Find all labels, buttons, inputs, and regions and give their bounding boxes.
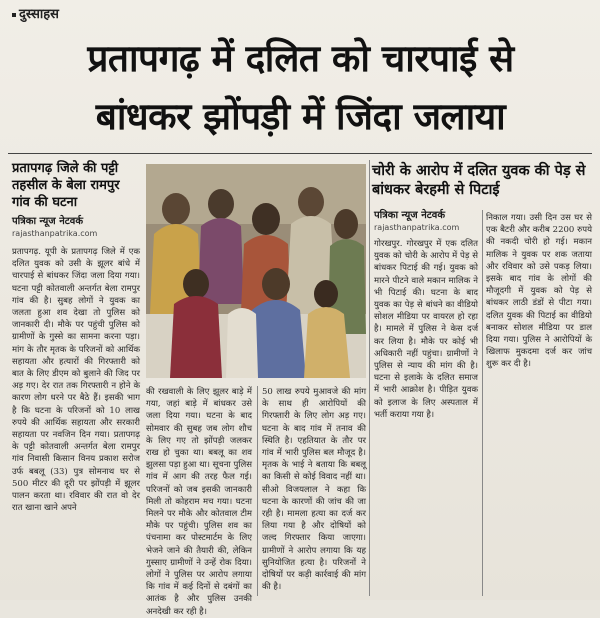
news-photo-illustration: [146, 164, 366, 378]
story2-column-1: गोरखपुर. गोरखपुर में एक दलित युवक को चोरी के आरोप में पेड़ से बांधकर पिटाई की गई। युवक को मारने पीटने वाले मकान मालिक ने भी पिटाई की। घटना के बाद युवक का पेड़ से बांधने का वीडियो सोशल मीडिया पर वायरल हो रहा है। मामले में पुलिस ने केस दर्ज कर लिया है। मौके पर कोई भी अधिकारी नहीं पहुंचा। ग्रामीणों ने पुलिस से न्याय की मांग की है। घटना से इलाके के दलित समाज में भारी आक्रोश है। पीड़ित युवक को इलाज के लिए अस्पताल में भर्ती कराया गया है।: [374, 239, 478, 420]
column-divider: [482, 210, 483, 596]
headline-line-2: बांधकर झोंपड़ी में जिंदा जलाया: [95, 95, 506, 138]
section-tag: दुस्साहस: [12, 4, 59, 22]
story2-byline-name: पत्रिका न्यूज नेटवर्क: [374, 210, 446, 221]
story1-kicker: प्रतापगढ़ जिले की पट्टी तहसील के बेला रामपुर गांव की घटना: [12, 161, 120, 210]
story2-byline-site: rajasthanpatrika.com: [374, 223, 460, 232]
story1-byline-site: rajasthanpatrika.com: [12, 229, 98, 238]
story1-column-3: 50 लाख रुपये मुआवजे की मांग के साथ ही आरोपियों की गिरफ्तारी के लिए लोग अड़ गए। घटना के बाद गांव में तनाव की स्थिति है। एहतियात के तौर पर गांव में भारी पुलिस बल मौजूद है। मृतक के भाई ने बताया कि बबलू का किसी से कोई विवाद नहीं था। सीओ विजयलाल ने कहा कि घटना के कारणों की जांच की जा रही है। मामला हत्या का दर्ज कर लिया गया है और दोषियों को जल्द गिरफ्तार किया जाएगा। ग्रामीणों ने आरोप लगाया कि यह सुनियोजित हत्या है। परिजनों ने दोषियों पर कड़ी कार्रवाई की मांग की है।: [262, 387, 366, 593]
story1-byline-name: पत्रिका न्यूज नेटवर्क: [12, 216, 84, 227]
story1-column-2: की रखवाली के लिए झूलर बाड़े में गया, जहां बाड़े में बांधकर उसे जला दिया गया। घटना के बाद सोमवार की सुबह जब लोग शौच के लिए गए तो झोंपड़ी जलकर राख हो चुका था। बबलू का शव झुलसा पड़ा हुआ था। सूचना पुलिस गांव में आग की तरह फैल गई। परिजनों को जब इसकी जानकारी मिली तो कोहराम मच गया। घटना मिलने पर मौके और कोतवाल टीम मौके पर पहुंची। पुलिस शव का पंचनामा कर पोस्टमार्टम के लिए भेजने जाने की तैयारी की, लेकिन गुस्साए ग्रामीणों ने उन्हें रोक दिया। लोगों ने पुलिस पर आरोप लगाया कि गांव में कई दिनों से दबंगों का आतंक है और पुलिस उनकी अनदेखी कर रही है।: [146, 387, 252, 617]
column-divider: [257, 386, 258, 596]
news-photo: [146, 164, 366, 378]
story1-column-1: प्रतापगढ़. यूपी के प्रतापगढ़ जिले में एक दलित युवक को उसी के झूलर बांधे में चारपाई से बांधकर जिंदा जला दिया गया। घटना पट्टी कोतवाली अन्तर्गत बेला रामपुर गांव की है। सुबह लोगों ने युवक का जलता हुआ शव देखा तो पुलिस को जानकारी दी। मौके पर पहुंची पुलिस को ग्रामीणों के गुस्से का सामना करना पड़ा। मांग के तौर मृतक के परिजनों को आर्थिक सहायता और हत्यारों की गिरफ्तारी को बात के लिए डीएम को बुलाने की जिद पर अड़ गए। देर रात तक गिरफ्तारी न होने के कारण लोग धरने पर बैठे हैं। इसकी भाग है कि घटना के परिजनों को 10 लाख रुपये की आर्थिक सहायता और सरकारी सहायता पर नवजिन दिन गया। प्रतापगढ़ के पट्टी कोतवाली अन्तर्गत बेला रामपुर गांव निवासी किसान विनय प्रकाश सरोज उर्फ बबलू (33) पुत्र सोमनाथ घर से 500 मीटर की दूरी पर झोंपड़ी में झूलर पालन करता था। रविवार की रात वो देर रात खाना खाने अपने: [12, 247, 140, 514]
headline-line-1: प्रतापगढ़ में दलित को चारपाई से: [87, 37, 514, 80]
story2-byline: [374, 210, 474, 234]
story2-column-2: निकाल गया। उसी दिन उस घर से एक बैटरी और करीब 2200 रुपये की नकदी चोरी हो गई। मकान मालिक ने युवक पर शक जताया और रविवार को उसे पकड़ लिया। इसके बाद गांव के लोगों की मौजूदगी में युवक को पेड़ से बांधकर लाठी डंडों से पीटा गया। दलित युवक की पिटाई का वीडियो बनाकर सोशल मीडिया पर डाल दिया गया। पुलिस ने आरोपियों के खिलाफ मुकदमा दर्ज कर जांच शुरू कर दी है।: [486, 213, 592, 370]
story-divider: [369, 160, 370, 596]
headline-divider: [8, 153, 592, 154]
story1-byline: [12, 216, 142, 240]
story2-headline: चोरी के आरोप में दलित युवक की पेड़ से बांधकर बेरहमी से पिटाई: [372, 163, 586, 198]
